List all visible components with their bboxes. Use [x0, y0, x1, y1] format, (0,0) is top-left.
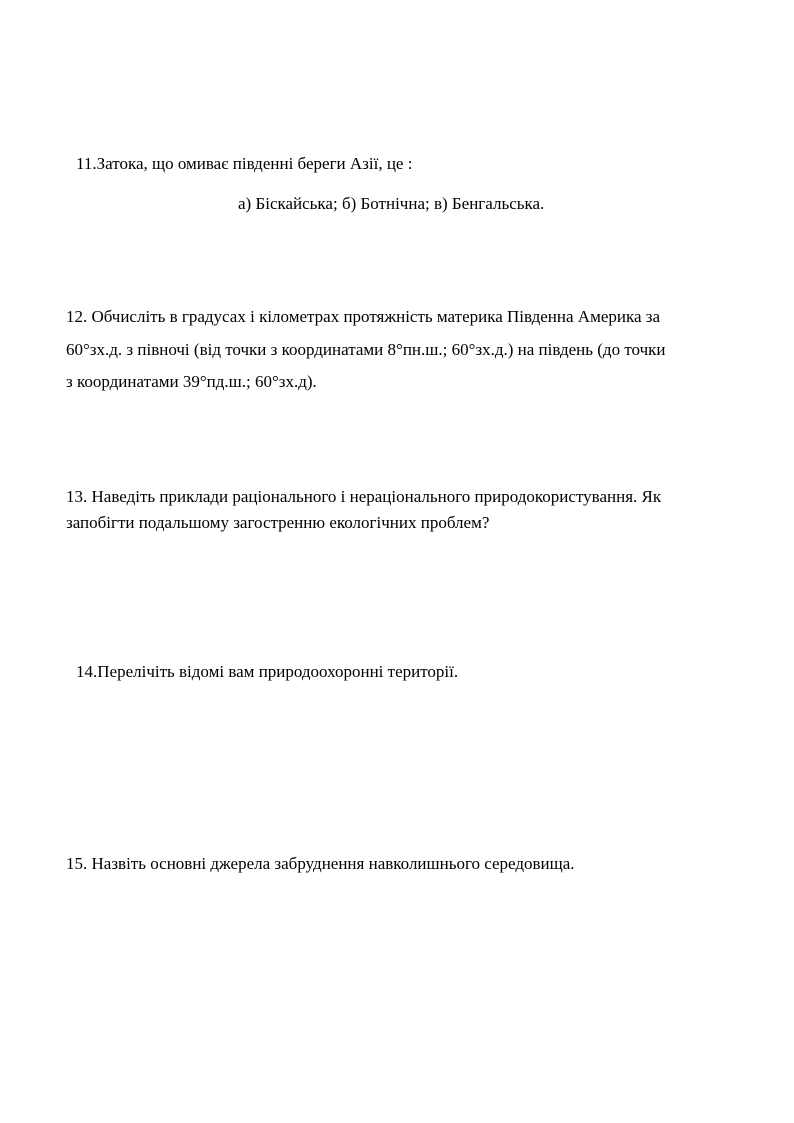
- question-12-line-2: 60°зх.д. з півночі (від точки з координатами 8°пн.ш.; 60°зх.д.) на південь (до точки: [66, 340, 666, 359]
- question-12-line-3: з координатами 39°пд.ш.; 60°зх.д).: [66, 372, 317, 391]
- question-15: 15. Назвіть основні джерела забруднення навколишнього середовища.: [66, 854, 575, 873]
- question-12-line-1: 12. Обчисліть в градусах і кілометрах протяжність материка Південна Америка за: [66, 307, 661, 326]
- question-11: 11.Затока, що омиває південні береги Азії, це :: [76, 154, 413, 173]
- question-11-options: а) Біскайська; б) Ботнічна; в) Бенгальська.: [238, 194, 545, 213]
- question-14: 14.Перелічіть відомі вам природоохоронні території.: [76, 662, 459, 681]
- question-13-line-1: 13. Наведіть приклади раціонального і нераціонального природокористування. Як: [66, 487, 662, 506]
- question-13-line-2: запобігти подальшому загостренню екологічних проблем?: [66, 513, 490, 532]
